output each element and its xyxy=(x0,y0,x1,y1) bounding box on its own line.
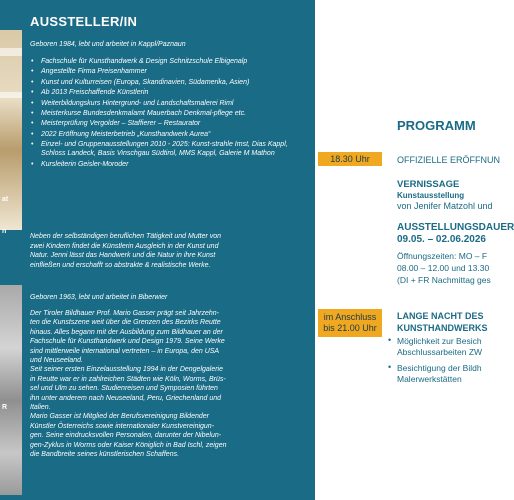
paragraph-line: ihn unter anderem nach Neuseeland, Peru, Griechenland und xyxy=(30,394,222,402)
long-night-title: KUNSTHANDWERKS xyxy=(397,323,488,333)
clipped-caption: n xyxy=(2,228,7,235)
long-night-title: LANGE NACHT DES xyxy=(397,311,484,321)
program-title: PROGRAMM xyxy=(397,118,476,133)
vernissage-title: VERNISSAGE xyxy=(397,179,460,190)
long-night-item: Abschlussarbeiten ZW xyxy=(397,347,483,357)
list-item: • Meisterkurse Bundesdenkmalamt Mauerbach Denkmal-pflege etc. xyxy=(30,109,310,118)
opening-hours-line: (DI + FR Nachmittag ges xyxy=(397,275,491,285)
long-night-item: Malerwerkstätten xyxy=(397,374,462,384)
list-item: • Kunst und Kulturreisen (Europa, Skandinavien, Südamerika, Asien) xyxy=(30,78,310,87)
opening-hours-line: 08.00 – 12.00 und 13.30 xyxy=(397,263,490,273)
photo-highlight xyxy=(0,48,22,56)
paragraph-line: Mario Gasser ist Mitglied der Berufsvereinigung Bildender xyxy=(30,413,209,421)
long-night-item: Möglichkeit zur Besich xyxy=(397,336,482,346)
time-badge-opening: 18.30 Uhr xyxy=(318,152,382,166)
bullet-icon: • xyxy=(388,335,392,345)
section-heading: AUSSTELLER/IN xyxy=(30,14,138,29)
long-night-item: Besichtigung der Bildh xyxy=(397,363,482,373)
artist1-bio: Geboren 1984, lebt und arbeitet in Kappl/Paznaun xyxy=(30,41,186,48)
paragraph-line: ten die Kunstszene weit über die Grenzen des Bezirks Reutte xyxy=(30,319,221,327)
list-item: • 2022 Eröffnung Meisterbetrieb „Kunsthandwerk Aurea“ xyxy=(30,130,310,139)
list-item: • Weiterbildungskurs Hintergrund- und Landschaftsmalerei Riml xyxy=(30,99,310,108)
paragraph-line: hinaus. Alles begann mit der Ausbildung zum Bildhauer an der xyxy=(30,328,223,336)
paragraph-line: einfließen und erschafft so abstrakte & realistische Werke. xyxy=(30,261,211,269)
paragraph-line: gen-Zyklus in Worms oder Kaiser Königlich in Bad Ischl, zeigen xyxy=(30,441,227,449)
vernissage-artists: von Jenifer Matzohl und xyxy=(397,201,493,211)
vernissage-subtitle: Kunstausstellung xyxy=(397,191,465,200)
list-item: • Fachschule für Kunsthandwerk & Design Schnitzschule Elbigenalp xyxy=(30,57,310,66)
paragraph-line: Künstler Österreichs sowie internationaler Kunstvereinigun- xyxy=(30,422,215,430)
paragraph-line: Der Tiroler Bildhauer Prof. Mario Gasser prägt seit Jahrzehn- xyxy=(30,310,220,317)
list-item: • Kursleiterin Geisler-Moroder xyxy=(30,160,310,169)
duration-title: AUSSTELLUNGSDAUER xyxy=(397,222,514,233)
opening-hours-line: Öffnungszeiten: MO – F xyxy=(397,251,488,261)
time-badge-night xyxy=(318,309,382,337)
time-badge-line: bis 21.00 Uhr xyxy=(323,323,377,333)
paragraph-line: Italien. xyxy=(30,404,51,412)
list-item: • Einzel- und Gruppenausstellungen 2010 - 2025: Kunst-strahle Imst, Dias Kappl, Schloss Landeck, Basis Vinschgau Südtirol, MMS Kappl, Galerie M Mathon xyxy=(30,140,310,158)
clipped-caption: at xyxy=(2,196,9,203)
paragraph-line: sind mittlerweile international vertreten – in Europa, den USA xyxy=(30,347,220,355)
paragraph-line: die Bandbreite seines künstlerischen Schaffens. xyxy=(30,451,180,459)
artwork-photo-bottom xyxy=(0,285,22,495)
artist1-paragraph xyxy=(30,232,310,270)
opening-title: OFFIZIELLE ERÖFFNUN xyxy=(397,155,501,165)
bullet-icon: • xyxy=(388,362,392,372)
paragraph-line: Neben der selbständigen beruflichen Tätigkeit und Mutter von xyxy=(30,233,222,240)
list-item: • Ab 2013 Freischaffende Künstlerin xyxy=(30,88,310,97)
clipped-caption: R xyxy=(2,404,8,411)
paragraph-line: Fachschule für Kunsthandwerk und Design 1979. Seine Werke xyxy=(30,338,225,346)
paragraph-line: sel und Ulm zu sehen. Studienreisen und Symposien führten xyxy=(30,385,218,393)
paragraph-line: gen. Seine eindrucksvollen Personalen, darunter der Nibelun- xyxy=(30,432,222,440)
list-item: • Meisterprüfung Vergolder – Staffierer – Restaurator xyxy=(30,119,310,128)
list-item: • Angestellte Firma Preisenhammer xyxy=(30,67,310,76)
paragraph-line: Natur. Jenni lässt das Handwerk und die Natur in ihre Kunst xyxy=(30,252,216,259)
time-badge-line: im Anschluss xyxy=(323,312,377,322)
paragraph-line: und Neuseeland. xyxy=(30,357,83,365)
paragraph-line: in Reutte war er in zahlreichen Städten wie Köln, Worms, Brüs- xyxy=(30,375,226,383)
artist2-bio: Geboren 1963, lebt und arbeitet in Biberwier xyxy=(30,294,168,301)
duration-dates: 09.05. – 02.06.2026 xyxy=(397,234,486,245)
artist2-paragraph xyxy=(30,309,310,460)
photo-highlight xyxy=(0,92,22,98)
paragraph-line: zwei Kindern findet die Künstlerin Ausgleich in der Kunst und xyxy=(30,242,219,250)
paragraph-line: Seit seiner ersten Einzelausstellung 1994 in der Dengelgalerie xyxy=(30,366,224,374)
artist1-cv-list xyxy=(30,57,310,170)
